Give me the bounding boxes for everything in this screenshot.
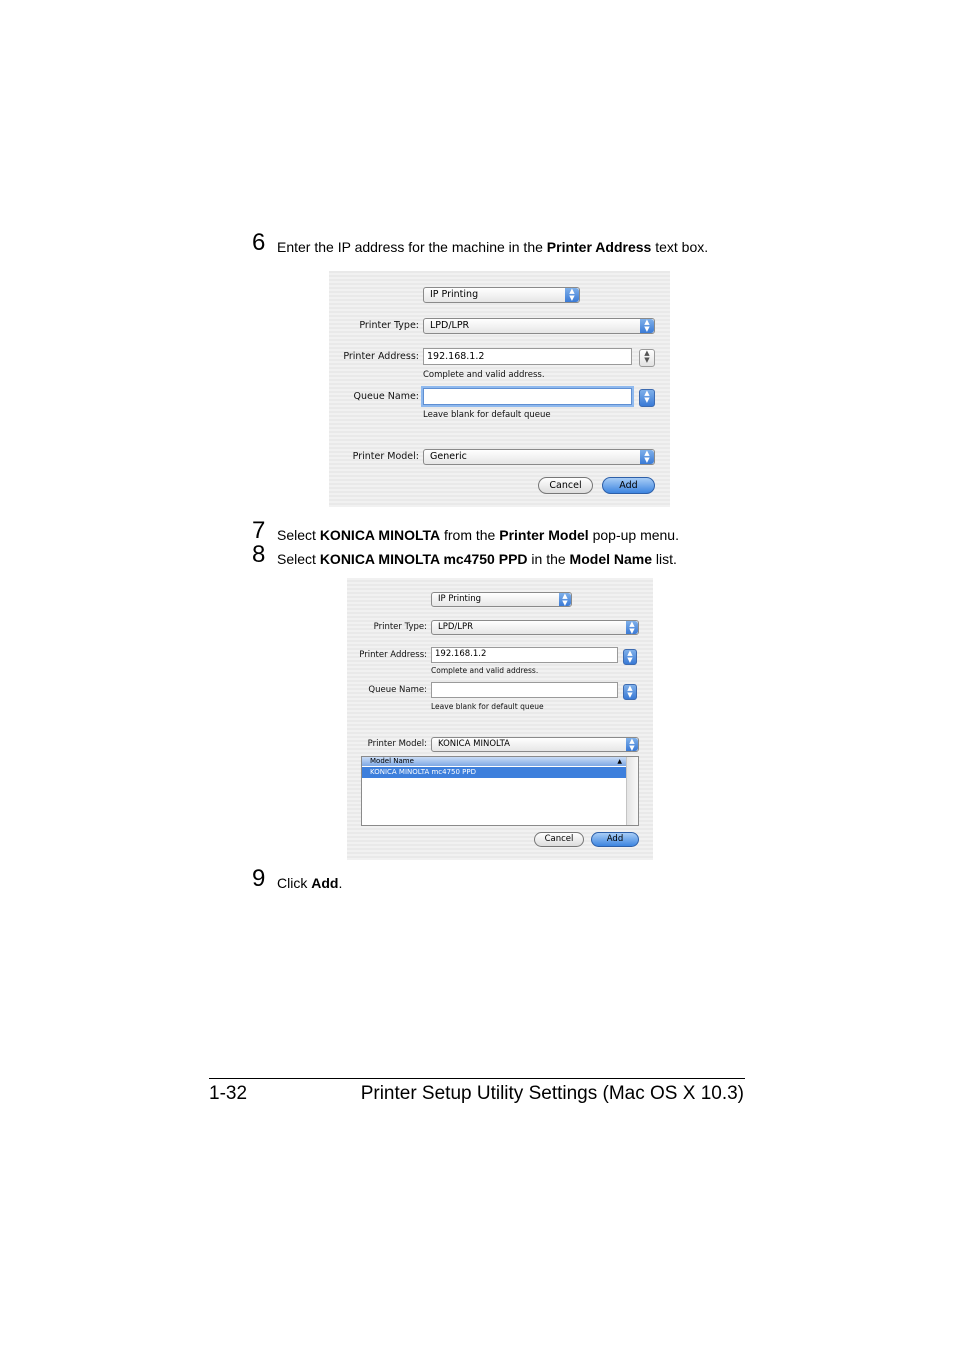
popup-arrows-icon: ▲ ▼ — [626, 738, 638, 751]
address-history-stepper[interactable]: ▲ ▼ — [639, 349, 655, 367]
popup-arrows-icon: ▲ ▼ — [565, 288, 579, 302]
queue-name-input[interactable] — [423, 388, 632, 405]
printer-setup-dialog-1 — [329, 271, 670, 507]
model-name-list[interactable] — [361, 756, 639, 826]
step-text-bold: Model Name — [569, 551, 653, 567]
popup-arrows-icon: ▲ ▼ — [559, 593, 571, 606]
step-text-bold: KONICA MINOLTA mc4750 PPD — [319, 551, 528, 567]
step-number: 8 — [252, 541, 266, 568]
model-name-column-header[interactable] — [362, 757, 626, 766]
printer-model-popup[interactable] — [423, 449, 655, 465]
popup-arrows-icon: ▲ ▼ — [626, 621, 638, 634]
address-hint: Complete and valid address. — [423, 370, 545, 380]
queue-name-stepper[interactable]: ▲ ▼ — [623, 684, 637, 700]
printer-type-popup[interactable] — [423, 318, 655, 334]
step-text-part: in the — [527, 551, 570, 567]
add-button[interactable]: Add — [602, 477, 655, 494]
step-text — [277, 551, 677, 567]
queue-name-label: Queue Name: — [368, 685, 427, 695]
queue-name-label: Queue Name: — [353, 391, 419, 402]
printer-type-popup[interactable] — [431, 620, 639, 635]
step-text-bold: Printer Model — [499, 527, 589, 543]
printer-address-input[interactable]: 192.168.1.2 — [431, 647, 618, 663]
page-number: 1-32 — [209, 1083, 248, 1104]
popup-arrows-icon: ▲ ▼ — [640, 319, 654, 333]
step-text-bold: KONICA MINOLTA — [319, 527, 441, 543]
printer-type-value: LPD/LPR — [430, 320, 470, 331]
step-text-part: list. — [652, 551, 677, 567]
printer-address-label: Printer Address: — [343, 351, 419, 362]
footer-rule — [209, 1078, 745, 1079]
connection-type-value: IP Printing — [430, 289, 479, 300]
printer-address-input[interactable]: 192.168.1.2 — [423, 348, 632, 365]
step-text-part: Enter the IP address for the machine in the — [277, 239, 547, 255]
cancel-button[interactable]: Cancel — [534, 832, 584, 847]
step-text — [277, 875, 342, 891]
cancel-button[interactable]: Cancel — [538, 477, 593, 494]
step-text-part: Select — [277, 551, 320, 567]
section-title: Printer Setup Utility Settings (Mac OS X 10.3) — [360, 1083, 744, 1104]
printer-model-value: KONICA MINOLTA — [438, 739, 510, 749]
printer-address-label: Printer Address: — [359, 650, 427, 660]
step-text — [277, 239, 708, 255]
queue-name-stepper[interactable]: ▲ ▼ — [639, 389, 655, 407]
step-text-part: text box. — [651, 239, 709, 255]
popup-arrows-icon: ▲ ▼ — [640, 450, 654, 464]
list-scrollbar[interactable] — [626, 757, 638, 825]
step-number: 6 — [252, 229, 266, 256]
list-item[interactable]: KONICA MINOLTA mc4750 PPD — [362, 767, 626, 778]
add-button[interactable]: Add — [591, 832, 639, 847]
printer-model-popup[interactable] — [431, 737, 639, 752]
step-text-part: pop-up menu. — [588, 527, 679, 543]
queue-name-input[interactable] — [431, 682, 618, 698]
printer-type-value: LPD/LPR — [438, 622, 474, 632]
step-text-bold: Printer Address — [546, 239, 652, 255]
sort-ascending-icon: ▲ — [617, 758, 622, 765]
connection-type-value: IP Printing — [438, 594, 482, 604]
printer-model-value: Generic — [430, 451, 467, 462]
step-number: 7 — [252, 517, 266, 544]
step-text-bold: Add — [311, 875, 339, 891]
printer-setup-dialog-2 — [347, 578, 653, 860]
step-text-part: . — [338, 875, 343, 891]
step-text-part: Select — [277, 527, 320, 543]
connection-type-popup[interactable] — [423, 287, 580, 303]
address-hint: Complete and valid address. — [431, 666, 539, 675]
column-header-label: Model Name — [370, 757, 414, 765]
step-text — [277, 527, 679, 543]
connection-type-popup[interactable] — [431, 592, 572, 607]
printer-type-label: Printer Type: — [359, 320, 419, 331]
queue-hint: Leave blank for default queue — [431, 702, 544, 711]
printer-type-label: Printer Type: — [373, 622, 427, 632]
queue-hint: Leave blank for default queue — [423, 410, 551, 420]
address-history-stepper[interactable]: ▲ ▼ — [623, 649, 637, 665]
printer-model-label: Printer Model: — [352, 451, 419, 462]
printer-model-label: Printer Model: — [367, 739, 427, 749]
step-text-part: from the — [440, 527, 500, 543]
step-number: 9 — [252, 865, 266, 892]
step-text-part: Click — [277, 875, 312, 891]
